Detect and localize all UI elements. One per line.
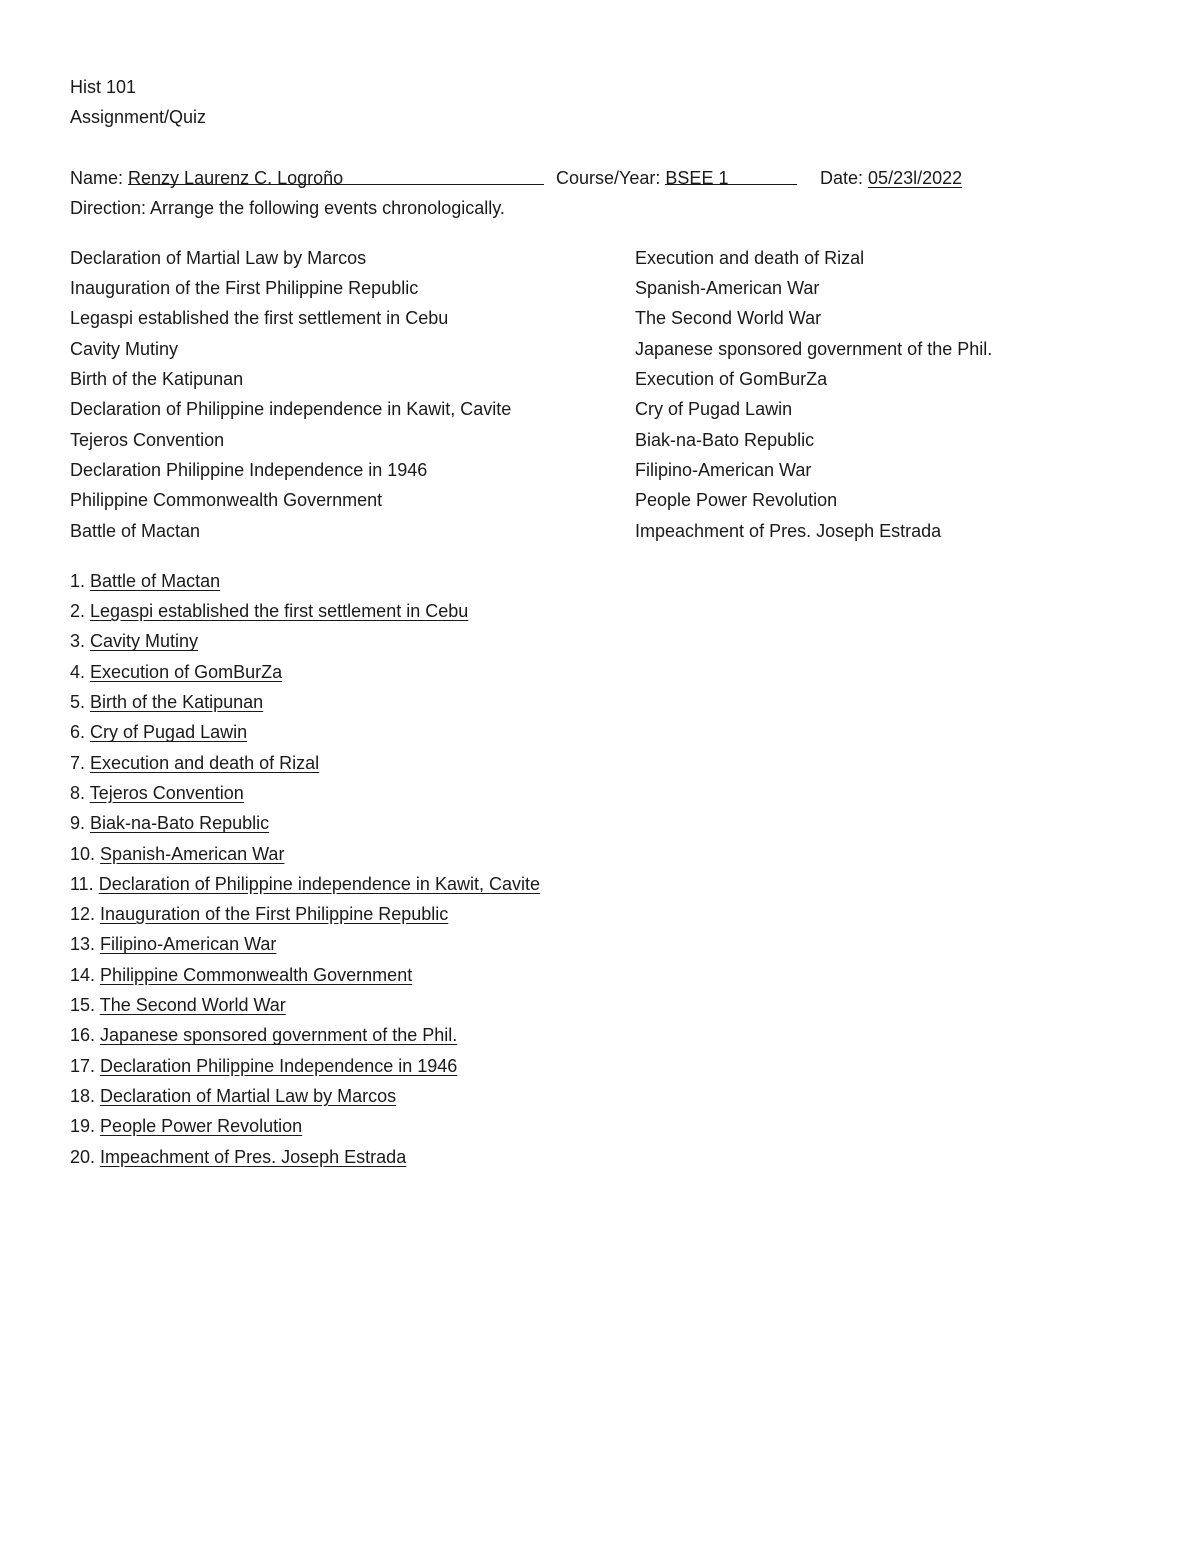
answer-item (70, 1020, 1130, 1050)
event-item: People Power Revolution (635, 490, 838, 511)
event-item: Execution of GomBurZa (635, 369, 828, 390)
answer-number: 15. (70, 995, 96, 1016)
name-blank (128, 163, 544, 188)
spacer (70, 133, 1130, 163)
name-label: Name: (70, 167, 124, 188)
event-item: Japanese sponsored government of the Phil. (635, 338, 993, 359)
answer-number: 8. (70, 782, 86, 803)
answer-text: Filipino-American War (100, 934, 277, 955)
answer-item (70, 657, 1130, 687)
answer-text: People Power Revolution (100, 1116, 303, 1137)
answer-number: 10. (70, 843, 96, 864)
answer-number: 2. (70, 601, 86, 622)
answer-text: Biak-na-Bato Republic (90, 813, 270, 834)
answer-text: Declaration of Martial Law by Marcos (100, 1085, 397, 1106)
name-value: Renzy Laurenz C. Logroño (128, 167, 344, 188)
events-right-column (635, 243, 992, 546)
spacer (70, 546, 1130, 566)
events-left-column (70, 243, 511, 546)
answer-number: 7. (70, 752, 86, 773)
answer-item (70, 929, 1130, 959)
answer-number: 1. (70, 570, 86, 591)
answers-list (70, 566, 1130, 1172)
answer-number: 17. (70, 1055, 96, 1076)
answer-number: 14. (70, 964, 96, 985)
course-value: BSEE 1 (665, 167, 729, 188)
answer-item (70, 596, 1130, 626)
answer-text: Cry of Pugad Lawin (90, 722, 248, 743)
event-item: Impeachment of Pres. Joseph Estrada (635, 520, 942, 541)
answer-text: Japanese sponsored government of the Phil. (100, 1025, 458, 1046)
answer-number: 11. (70, 873, 94, 894)
answer-number: 6. (70, 722, 86, 743)
event-item: Birth of the Katipunan (70, 369, 244, 390)
answer-item (70, 960, 1130, 990)
date-label: Date: (820, 167, 864, 188)
answer-number: 13. (70, 934, 96, 955)
answer-item (70, 566, 1130, 596)
date-value: 05/23l/2022 (868, 167, 963, 188)
answer-text: Execution and death of Rizal (90, 752, 320, 773)
answer-item (70, 899, 1130, 929)
answer-item (70, 687, 1130, 717)
answer-text: Tejeros Convention (89, 782, 244, 803)
course-label: Course/Year: (556, 167, 661, 188)
answer-number: 19. (70, 1116, 96, 1137)
date-field (820, 163, 962, 193)
answer-text: Cavity Mutiny (90, 631, 199, 652)
answer-number: 20. (70, 1146, 96, 1167)
event-item: Declaration Philippine Independence in 1946 (70, 459, 428, 480)
event-item: Inauguration of the First Philippine Republic (70, 278, 419, 299)
answer-number: 18. (70, 1085, 96, 1106)
answer-text: Execution of GomBurZa (90, 661, 283, 682)
answer-text: Declaration Philippine Independence in 1946 (100, 1055, 458, 1076)
answer-item (70, 990, 1130, 1020)
document-page (70, 72, 1130, 1172)
events-list (70, 243, 1130, 546)
event-item: Spanish-American War (635, 278, 820, 299)
answer-item (70, 808, 1130, 838)
answer-number: 4. (70, 661, 86, 682)
event-item: Legaspi established the first settlement in Cebu (70, 308, 449, 329)
answer-item (70, 1051, 1130, 1081)
event-item: The Second World War (635, 308, 822, 329)
event-item: Battle of Mactan (70, 520, 201, 541)
event-item: Cavity Mutiny (70, 338, 179, 359)
answer-text: Inauguration of the First Philippine Republic (100, 904, 449, 925)
answer-text: Impeachment of Pres. Joseph Estrada (100, 1146, 407, 1167)
event-item: Filipino-American War (635, 459, 812, 480)
answer-item (70, 1081, 1130, 1111)
course-field (556, 163, 797, 193)
answer-number: 3. (70, 631, 86, 652)
student-info-row (70, 163, 1130, 193)
answer-item (70, 1111, 1130, 1141)
answer-item (70, 869, 1130, 899)
event-item: Cry of Pugad Lawin (635, 399, 793, 420)
answer-item (70, 839, 1130, 869)
answer-number: 12. (70, 904, 96, 925)
answer-text: Philippine Commonwealth Government (100, 964, 413, 985)
answer-number: 16. (70, 1025, 96, 1046)
answer-text: Battle of Mactan (90, 570, 221, 591)
answer-text: The Second World War (99, 995, 286, 1016)
answer-item (70, 1142, 1130, 1172)
answer-item (70, 626, 1130, 656)
answer-text: Birth of the Katipunan (90, 692, 264, 713)
direction-text: Direction: Arrange the following events chronologically. (70, 197, 505, 218)
name-field (70, 163, 544, 193)
spacer (70, 223, 1130, 243)
answer-item (70, 778, 1130, 808)
course-blank (665, 163, 797, 188)
event-item: Philippine Commonwealth Government (70, 490, 383, 511)
event-item: Declaration of Philippine independence in Kawit, Cavite (70, 399, 512, 420)
answer-number: 9. (70, 813, 86, 834)
answer-item (70, 717, 1130, 747)
answer-text: Spanish-American War (100, 843, 285, 864)
event-item: Biak-na-Bato Republic (635, 429, 815, 450)
course-code: Hist 101 (70, 77, 137, 97)
answer-text: Legaspi established the first settlement in Cebu (90, 601, 469, 622)
event-item: Declaration of Martial Law by Marcos (70, 247, 367, 268)
document-type: Assignment/Quiz (70, 107, 207, 128)
answer-item (70, 748, 1130, 778)
event-item: Execution and death of Rizal (635, 247, 865, 268)
answer-text: Declaration of Philippine independence in Kawit, Cavite (98, 873, 540, 894)
answer-number: 5. (70, 692, 86, 713)
event-item: Tejeros Convention (70, 429, 225, 450)
